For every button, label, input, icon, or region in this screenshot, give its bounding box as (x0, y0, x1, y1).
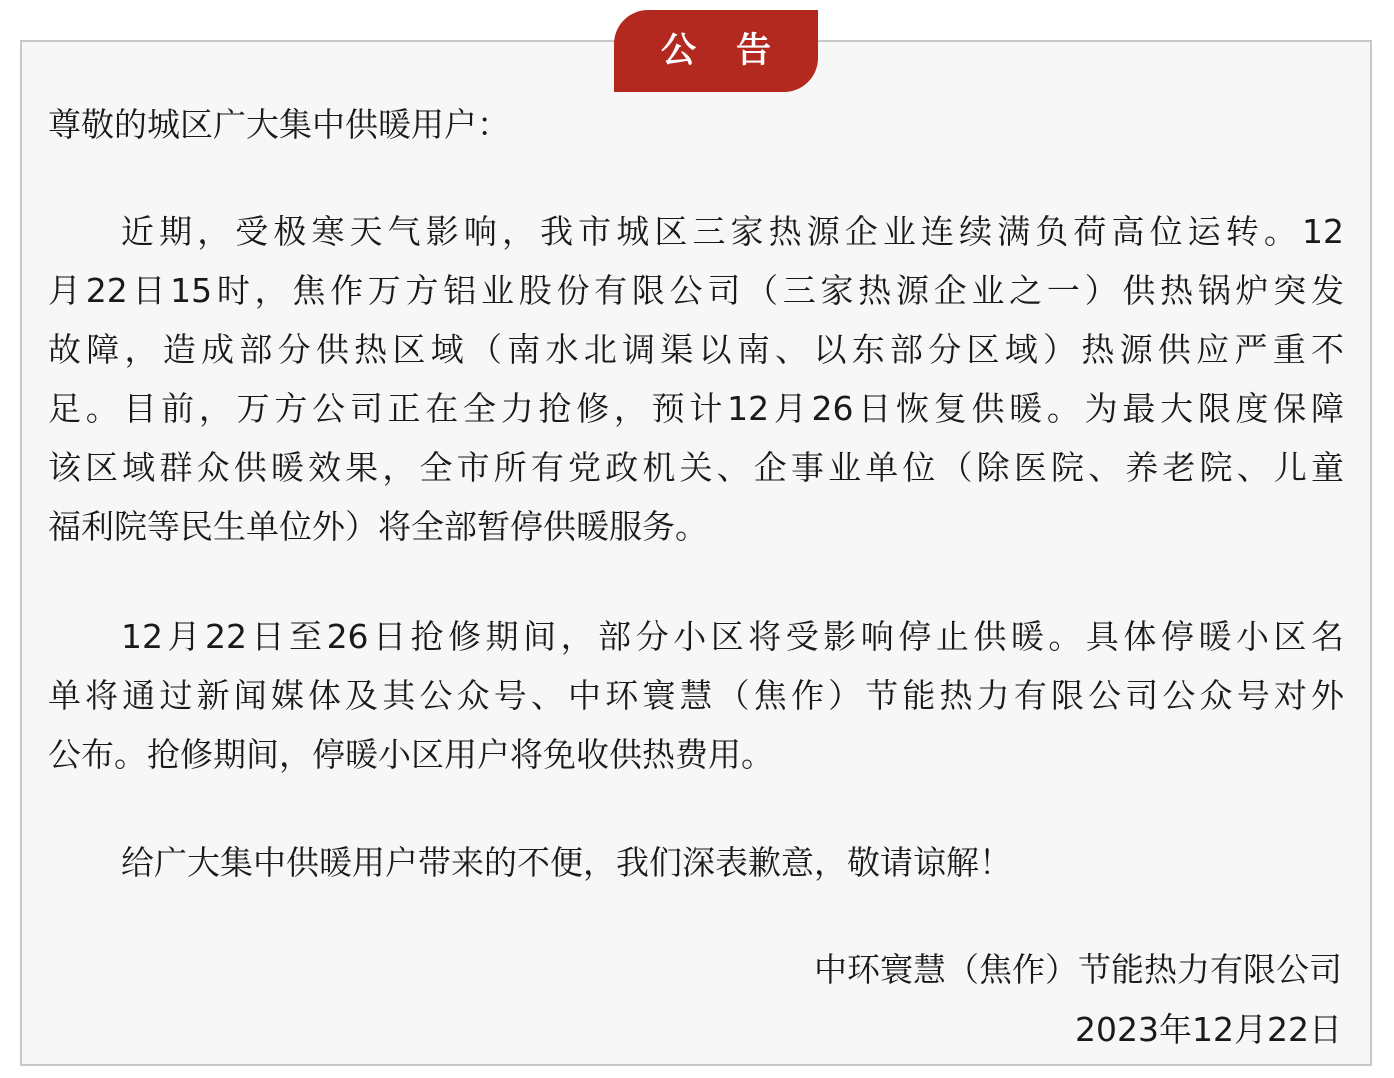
paragraph-1-line: 近期，受极寒天气影响，我市城区三家热源企业连续满负荷高位运转。12 (121, 212, 1344, 251)
paragraph-1 (48, 202, 1344, 556)
paragraph-1-line: 该区域群众供暖效果，全市所有党政机关、企事业单位（除医院、养老院、儿童 (48, 448, 1344, 487)
paragraph-1-line: 故障，造成部分供热区域（南水北调渠以南、以东部分区域）热源供应严重不 (48, 330, 1344, 369)
paragraph-2-line: 12月22日至26日抢修期间，部分小区将受影响停止供暖。具体停暖小区名 (121, 617, 1344, 656)
signature-date: 2023年12月22日 (1075, 1010, 1342, 1049)
notice-title-tab: 公告 (614, 10, 818, 92)
paragraph-1-line: 足。目前，万方公司正在全力抢修，预计12月26日恢复供暖。为最大限度保障 (48, 389, 1344, 428)
paragraph-1-line: 月22日15时，焦作万方铝业股份有限公司（三家热源企业之一）供热锅炉突发 (48, 271, 1344, 310)
paragraph-2-line: 公布。抢修期间，停暖小区用户将免收供热费用。 (48, 735, 774, 774)
paragraph-3: 给广大集中供暖用户带来的不便，我们深表歉意，敬请谅解！ (121, 843, 1012, 882)
paragraph-1-line: 福利院等民生单位外）将全部暂停供暖服务。 (48, 507, 708, 546)
signature-company: 中环寰慧（焦作）节能热力有限公司 (814, 950, 1342, 989)
salutation: 尊敬的城区广大集中供暖用户： (48, 105, 510, 144)
paragraph-2-line: 单将通过新闻媒体及其公众号、中环寰慧（焦作）节能热力有限公司公众号对外 (48, 676, 1344, 715)
paragraph-2 (48, 607, 1344, 784)
